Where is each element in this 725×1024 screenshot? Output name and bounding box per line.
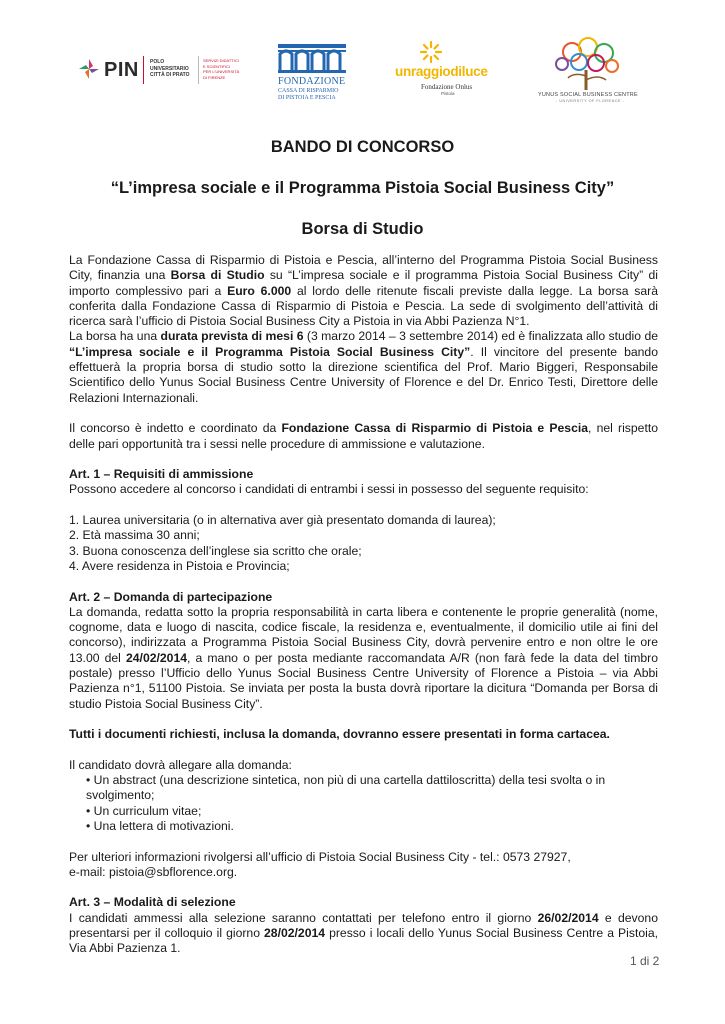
pin-divider [143,56,144,84]
art2-paragraph: La domanda, redatta sotto la propria responsabilità in carta libera e contenente le proprie generalità (nome, cognome, data e luogo di nascita, codice fiscale, la residenza e, eventualmente, il domicilio utile ai fini del concorso), indirizzata a Programma Pistoia Social Business City, dovrà pervenire entro e non oltre le ore 13.00 del 24/02/2014, a mano o per posta mediante raccomandata A/R (non farà fede la data del timbro postale) presso l’Ufficio dello Yunus Social Business Centre University of Florence a Pistoia – via Abbi Pazienza n°1, 51100 Pistoia. Se inviata per posta la busta dovrà riportare la dicitura “Domanda per Borsa di studio Pistoia Social Business City”. [69,604,658,711]
art3-paragraph: I candidati ammessi alla selezione saranno contattati per telefono entro il giorno 26/02/2014 e devono presentarsi per il colloquio il giorno 28/02/2014 presso i locali dello Yunus Social Business Centre a Pistoia, Via Abbi Pazienza 1. [69,910,658,956]
yunus-wordmark: YUNUS SOCIAL BUSINESS CENTRE [538,92,638,98]
unraggiodiluce-subtitle: Fondazione Onlus [421,83,473,91]
document-title: BANDO DI CONCORSO [270,138,455,156]
document-heading: Borsa di Studio [301,220,424,238]
yunus-logo [538,36,638,106]
pin-polo-text: POLO UNIVERSITARIO CITTÀ DI PRATO [150,59,190,78]
requirement-item: 1. Laurea universitaria (o in alternativa aver già presentato domanda di laurea); [69,513,496,528]
contact-info: Per ulteriori informazioni rivolgersi all’ufficio di Pistoia Social Business City - tel.: 0573 27927, [69,849,571,864]
attachment-item: • Un curriculum vitae; [86,803,202,818]
attachment-item: • Una lettera di motivazioni. [86,818,234,833]
concorso-paragraph: Il concorso è indetto e coordinato da Fondazione Cassa di Risparmio di Pistoia e Pescia, nel rispetto delle pari opportunità tra i sessi nelle procedure di ammissione e valutazione. [69,421,659,451]
pin-logo [78,50,238,90]
fondazione-subtitle: CASSA DI RISPARMIO DI PISTOIA E PESCIA [278,88,339,101]
contact-email: e-mail: pistoia@sbflorence.org. [69,864,238,879]
unraggiodiluce-logo [395,40,505,100]
art2-heading: Art. 2 – Domanda di partecipazione [69,589,273,604]
document-body [69,253,658,957]
art3-heading: Art. 3 – Modalità di selezione [69,895,236,910]
pin-servizi-text: SERVIZI DIDATTICI E SCIENTIFICI PER L'UNIVERSITÀ DI FIRENZE [203,58,240,80]
duration-paragraph: La borsa ha una durata prevista di mesi 6 (3 marzo 2014 – 3 settembre 2014) ed è finalizzata allo studio de “L’impresa sociale e il Programma Pistoia Social Business City”. Il vincitore del presente bando effettuerà la propria borsa di studio sotto la direzione scientifica del Prof. Mario Biggeri, Responsabile Scientifico dello Yunus Social Business Centre University of Florence e del Dr. Enrico Testi, Direttore delle Relazioni Internazionali. [69,329,658,405]
unraggiodiluce-wordmark: unraggiodiluce [395,64,488,79]
document-subtitle: “L’impresa sociale e il Programma Pistoia Social Business City” [110,179,615,197]
pin-wordmark: PIN [104,59,139,81]
page-number: 1 di 2 [630,954,660,968]
fondazione-logo [272,42,352,106]
arches-icon [278,42,346,74]
requirement-item: 2. Età massima 30 anni; [69,528,200,543]
pin-mark-icon [78,58,100,80]
logo-header [0,36,725,106]
sun-icon [419,40,443,64]
requirement-item: 4. Avere residenza in Pistoia e Provincia; [69,558,290,573]
art2-notice: Tutti i documenti richiesti, inclusa la domanda, dovranno essere presentati in forma cartacea. [69,727,610,742]
attachment-item: • Un abstract (una descrizione sintetica, non più di una cartella dattiloscritta) della tesi svolta o in svolgimento; [86,773,606,803]
yunus-subtitle: - UNIVERSITY OF FLORENCE - [556,99,625,103]
requirement-item: 3. Buona conoscenza dell’inglese sia scritto che orale; [69,543,362,558]
art1-text: Possono accedere al concorso i candidati di entrambi i sessi in possesso del seguente requisito: [69,482,589,497]
art1-heading: Art. 1 – Requisiti di ammissione [69,467,254,482]
pin-divider-2 [198,56,199,84]
tree-icon [544,36,630,92]
intro-paragraph: La Fondazione Cassa di Risparmio di Pistoia e Pescia, all’interno del Programma Pistoia Social Business City, finanzia una Borsa di Studio su “L’impresa sociale e il programma Pistoia Social Business City” di importo complessivo pari a Euro 6.000 al lordo delle ritenute fiscali previste dalla legge. La borsa sarà conferita dalla Fondazione Cassa di Risparmio di Pistoia e Pescia. La sede di svolgimento dell’attività di ricerca sarà l’ufficio di Pistoia Social Business City a Pistoia in via Abbi Pazienza N°1. [69,253,658,329]
art2-allegare: Il candidato dovrà allegare alla domanda: [69,757,292,772]
fondazione-wordmark: FONDAZIONE [278,76,346,87]
unraggiodiluce-city: Pistoia [441,91,455,96]
